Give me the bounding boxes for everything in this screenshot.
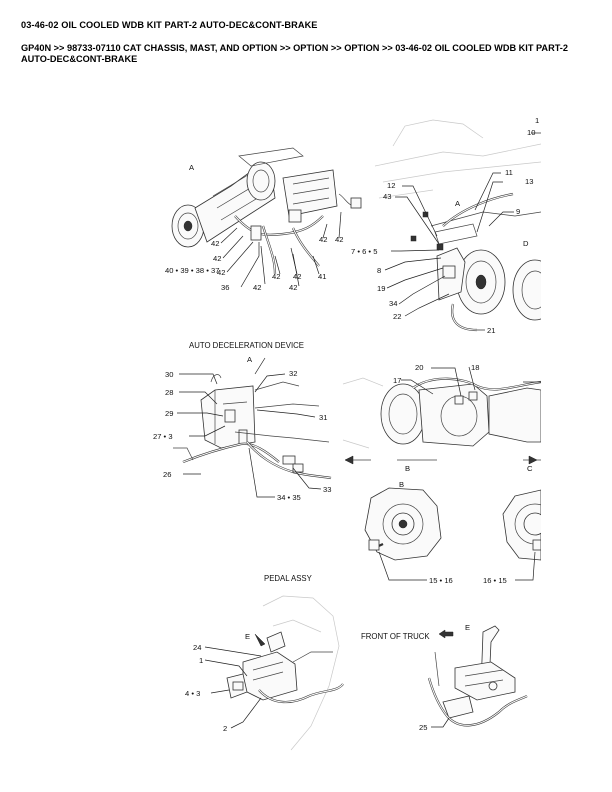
part-label: 16 • 15 — [483, 576, 507, 585]
part-label: 18 — [471, 363, 480, 372]
part-label: 10 — [527, 128, 536, 137]
part-label: 40 • 39 • 38 • 37 — [165, 266, 220, 275]
part-label: 22 — [393, 312, 402, 321]
part-label: 42 — [253, 283, 262, 292]
view-letter: C — [527, 464, 533, 473]
part-label: 21 — [487, 326, 496, 335]
caption-auto-decel: AUTO DECELERATION DEVICE — [189, 341, 304, 350]
part-label: 42 — [319, 235, 328, 244]
part-label: 31 — [319, 413, 328, 422]
part-label: 42 — [289, 283, 298, 292]
page-title: 03-46-02 OIL COOLED WDB KIT PART-2 AUTO-DEC&CONT-BRAKE — [21, 20, 318, 30]
part-label: 11 — [505, 168, 513, 177]
part-label: 32 — [289, 369, 298, 378]
breadcrumb: GP40N >> 98733-07110 CAT CHASSIS, MAST, AND OPTION >> OPTION >> OPTION >> 03-46-02 OIL COOLED WDB KIT PART-2 AUTO-DEC&CONT-BRAKE — [21, 43, 568, 64]
view-letter: A — [455, 199, 461, 208]
part-label: 12 — [387, 181, 396, 190]
part-label: 15 • 16 — [429, 576, 453, 585]
part-label: 42 — [293, 272, 302, 281]
part-label: 41 — [318, 272, 327, 281]
view-letter: B — [399, 480, 405, 489]
view-letter: E — [465, 623, 471, 632]
part-label: 42 — [211, 239, 220, 248]
part-label: 7 • 6 • 5 — [351, 247, 378, 256]
part-label: 24 — [193, 643, 202, 652]
part-label: 42 — [335, 235, 344, 244]
part-label: 26 — [163, 470, 172, 479]
part-label: 9 — [516, 207, 521, 216]
part-label: 34 — [389, 299, 398, 308]
part-label: 25 — [419, 723, 428, 732]
part-label: 42 — [272, 272, 281, 281]
view-letter: A — [247, 355, 253, 364]
view-letter: A — [189, 163, 195, 172]
part-label: 36 — [221, 283, 230, 292]
view-letter: D — [523, 239, 529, 248]
view-letter: B — [405, 464, 411, 473]
part-label: 8 — [377, 266, 382, 275]
caption-front-of-truck: FRONT OF TRUCK — [361, 632, 430, 641]
part-label: 28 — [165, 388, 174, 397]
parts-diagram — [143, 86, 541, 751]
view-letter: E — [245, 632, 251, 641]
part-label: 33 — [323, 485, 332, 494]
part-label: 42 — [213, 254, 222, 263]
part-label: 29 — [165, 409, 174, 418]
part-label: 4 • 3 — [185, 689, 201, 698]
part-label: 19 — [377, 284, 386, 293]
part-label: 17 — [393, 376, 402, 385]
part-label: 34 • 35 — [277, 493, 301, 502]
part-label: 2 — [223, 724, 228, 733]
part-label: 42 — [217, 268, 226, 277]
part-label: 1 — [199, 656, 204, 665]
caption-pedal-assy: PEDAL ASSY — [264, 574, 312, 583]
part-label: 27 • 3 — [153, 432, 173, 441]
part-label: 13 — [525, 177, 534, 186]
part-label: 20 — [415, 363, 424, 372]
part-label: 1 — [535, 116, 540, 125]
part-label: 43 — [383, 192, 392, 201]
part-label: 30 — [165, 370, 174, 379]
